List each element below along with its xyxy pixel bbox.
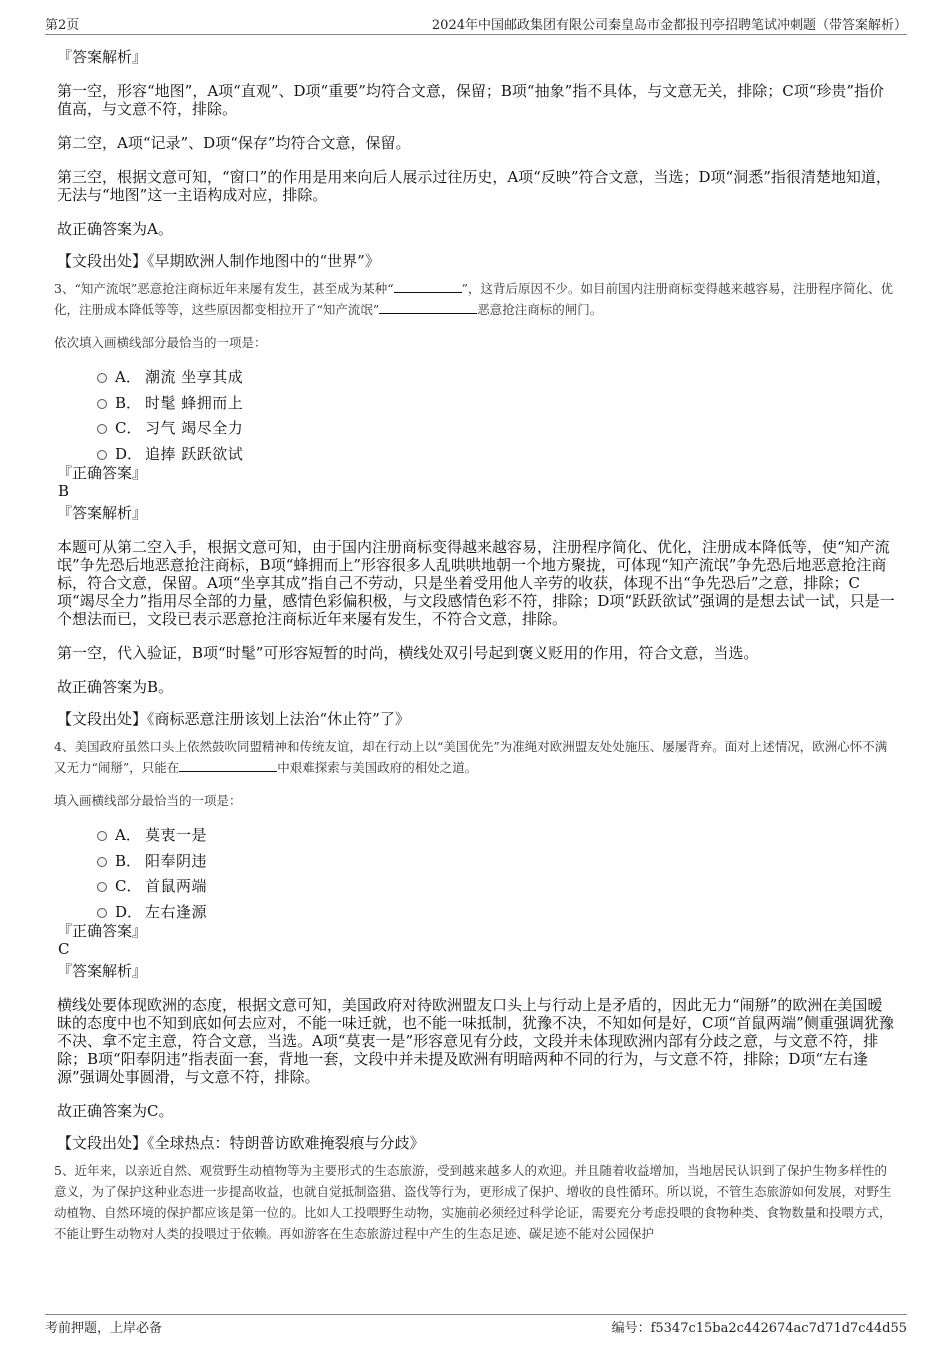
- q4-conclusion: 故正确答案为C。: [57, 1102, 174, 1120]
- q4-stem: 4、美国政府虽然口头上依然鼓吹同盟精神和传统友谊，却在行动上以“美国优先”为准绳对欧洲盟友处处施压、屡屡背弃。面对上述情况，欧洲心怀不满又无力“闹掰”，只能在 中艰难探索与美国政府的相处之道。: [54, 739, 888, 775]
- q4-instruction: 填入画横线部分最恰当的一项是：: [54, 793, 242, 808]
- q3-option-a[interactable]: A． 潮流 坐享其成: [57, 366, 897, 392]
- radio-button[interactable]: [97, 450, 107, 460]
- q3-source: 【文段出处】《商标恶意注册该划上法治“休止符”了》: [57, 710, 410, 728]
- document-title: 2024年中国邮政集团有限公司秦皇岛市金都报刊亭招聘笔试冲刺题（带答案解析）: [431, 18, 907, 33]
- footer-serial: 编号：f5347c15ba2c442674ac7d71d7c44d55: [611, 1321, 907, 1336]
- q2-analysis-para-1: 第一空，形容“地图”，A项“直观”、D项“重要”均符合文意，保留；B项“抽象”指不具体，与文意无关，排除；C项“珍贵”指价值高，与文意不符，排除。: [57, 82, 885, 118]
- radio-button[interactable]: [97, 373, 107, 383]
- q4-option-b[interactable]: B． 阳奉阴违: [57, 850, 897, 876]
- radio-button[interactable]: [97, 424, 107, 434]
- q3-options: [57, 366, 897, 468]
- q3-option-b[interactable]: B． 时髦 蜂拥而上: [57, 392, 897, 418]
- q4-source: 【文段出处】《全球热点：特朗普访欧难掩裂痕与分歧》: [57, 1134, 425, 1152]
- q5-stem: 5、近年来，以亲近自然、观赏野生动植物等为主要形式的生态旅游，受到越来越多人的欢迎。并且随着收益增加，当地居民认识到了保护生物多样性的意义，为了保护这种业态进一步提高收益，也就自觉抵制盗猎、盗伐等行为，更形成了保护、增收的良性循环。所以说，不管生态旅游如何发展，对野生动植物、自然环境的保护都应该是第一位的。比如人工投喂野生动物，实施前必须经过科学论证，需要充分考虑投喂的食物种类、食物数量和投喂方式，不能让野生动物对人类的投喂过于依赖。再如游客在生态旅游过程中产生的生态足迹、碳足迹不能对公园保护: [54, 1163, 892, 1241]
- q2-analysis-para-2: 第二空，A项“记录”、D项“保存”均符合文意，保留。: [57, 134, 411, 152]
- page-number: 第2页: [45, 18, 80, 33]
- q4-option-a[interactable]: A． 莫衷一是: [57, 824, 897, 850]
- q3-stem: 3、“知产流氓”恶意抢注商标近年来屡有发生，甚至成为某种“ ”，这背后原因不少。如目前国内注册商标变得越来越容易，注册程序简化、优化，注册成本降低等等，这些原因都变相拉开了“知产流氓” 恶意抢注商标的闸门。: [54, 281, 894, 317]
- q4-correct-label: 『正确答案』: [57, 922, 148, 940]
- q3-analysis-para-1: 本题可从第二空入手，根据文意可知，由于国内注册商标变得越来越容易，注册程序简化、优化，注册成本降低等，使“知产流氓”争先恐后地恶意抢注商标，B项“蜂拥而上”形容很多人乱哄哄地朝一个地方聚拢，可体现“知产流氓”争先恐后地恶意抢注商标，符合文意，保留。A项“坐享其成”指自己不劳动，只是坐着受用他人辛劳的收获，体现不出“争先恐后”之意，排除；C项“竭尽全力”指用尽全部的力量，感情色彩偏积极，与文段感情色彩不符，排除；D项“跃跃欲试”强调的是想去试一试，只是一个想法而已，文段已表示恶意抢注商标近年来屡有发生，不符合文意，排除。: [57, 538, 895, 628]
- q3-analysis-label: 『答案解析』: [57, 504, 148, 522]
- q2-source: 【文段出处】《早期欧洲人制作地图中的“世界”》: [57, 252, 380, 270]
- q4-option-d[interactable]: D． 左右逢源: [57, 901, 897, 927]
- page-content: [54, 44, 897, 1244]
- radio-button[interactable]: [97, 399, 107, 409]
- q4-options: [57, 824, 897, 926]
- q4-correct-value: C: [58, 940, 70, 958]
- page-header: [45, 14, 907, 35]
- q2-analysis-para-3: 第三空，根据文意可知，“窗口”的作用是用来向后人展示过往历史，A项“反映”符合文意，当选；D项“洞悉”指很清楚地知道，无法与“地图”这一主语构成对应，排除。: [57, 168, 891, 204]
- q4-analysis-para-1: 横线处要体现欧洲的态度，根据文意可知，美国政府对待欧洲盟友口头上与行动上是矛盾的，因此无力“闹掰”的欧洲在美国暧昧的态度中也不知到底如何去应对，不能一味迁就，也不能一味抵制，犹豫不决，不知如何是好，C项“首鼠两端”侧重强调犹豫不决、拿不定主意，符合文意，当选。A项“莫衷一是”形容意见有分歧，文段并未体现欧洲内部有分歧之意，与文意不符，排除；B项“阳奉阴违”指表面一套，背地一套，文段中并未提及欧洲有明暗两种不同的行为，与文意不符，排除；D项“左右逢源”强调处事圆滑，与文意不符，排除。: [57, 996, 894, 1086]
- radio-button[interactable]: [97, 857, 107, 867]
- page-footer: [45, 1314, 907, 1336]
- q4-option-c[interactable]: C． 首鼠两端: [57, 875, 897, 901]
- q2-analysis-label: 『答案解析』: [57, 48, 148, 66]
- q4-analysis-label: 『答案解析』: [57, 962, 148, 980]
- q3-instruction: 依次填入画横线部分最恰当的一项是：: [54, 335, 267, 350]
- q3-option-d[interactable]: D． 追捧 跃跃欲试: [57, 443, 897, 469]
- q3-option-c[interactable]: C． 习气 竭尽全力: [57, 417, 897, 443]
- q3-correct-label: 『正确答案』: [57, 464, 148, 482]
- q3-analysis-para-2: 第一空，代入验证，B项“时髦”可形容短暂的时尚，横线处双引号起到褒义贬用的作用，符合文意，当选。: [57, 644, 759, 662]
- radio-button[interactable]: [97, 908, 107, 918]
- q3-conclusion: 故正确答案为B。: [57, 678, 174, 696]
- q2-conclusion: 故正确答案为A。: [57, 220, 173, 238]
- q4-blank: [179, 758, 277, 772]
- footer-slogan: 考前押题，上岸必备: [45, 1321, 163, 1336]
- radio-button[interactable]: [97, 831, 107, 841]
- q3-blank-1: [394, 279, 462, 293]
- radio-button[interactable]: [97, 882, 107, 892]
- q3-blank-2: [379, 300, 477, 314]
- q3-correct-value: B: [58, 482, 70, 500]
